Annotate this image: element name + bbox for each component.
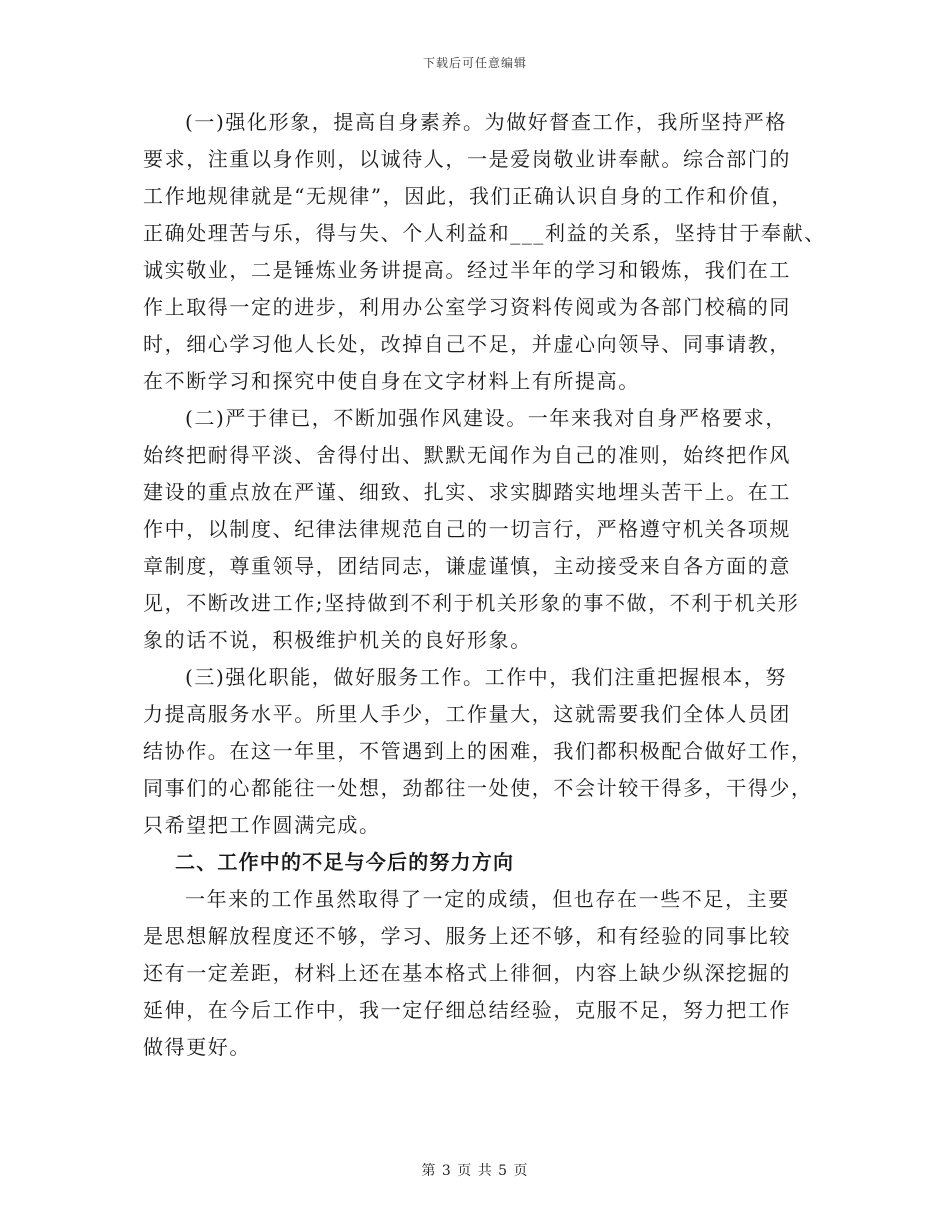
text-line: (二)严于律已，不断加强作风建设。一年来我对自身严格要求， [185, 406, 788, 430]
text-line: 是思想解放程度还不够，学习、服务上还不够，和有经验的同事比较 [143, 924, 791, 948]
text-line: 作上取得一定的进步，利用办公室学习资料传阅或为各部门校稿的同 [143, 295, 791, 319]
text-line: 章制度，尊重领导，团结同志，谦虚谨慎，主动接受来自各方面的意 [143, 554, 791, 578]
text-line: 见，不断改进工作;坚持做到不利于机关形象的事不做，不利于机关形 [143, 591, 800, 615]
text-line: 在不断学习和探究中使自身在文字材料上有所提高。 [143, 369, 640, 393]
text-line: 延伸，在今后工作中，我一定仔细总结经验，克服不足，努力把工作 [143, 998, 791, 1022]
text-line: 做得更好。 [143, 1035, 251, 1059]
text-line: 正确处理苦与乐，得与失、个人利益和___利益的关系，坚持甘于奉献、 [143, 221, 826, 245]
text-line: 力提高服务水平。所里人手少，工作量大，这就需要我们全体人员团 [143, 702, 791, 726]
text-line: 工作地规律就是“无规律”，因此，我们正确认识自身的工作和价值， [143, 184, 794, 208]
text-line: 象的话不说，积极维护机关的良好形象。 [143, 628, 532, 652]
text-line: 始终把耐得平淡、舍得付出、默默无闻作为自己的准则，始终把作风 [143, 443, 791, 467]
text-line: 结协作。在这一年里，不管遇到上的困难，我们都积极配合做好工作， [143, 739, 813, 763]
text-line: (一)强化形象，提高自身素养。为做好督查工作，我所坚持严格 [185, 110, 788, 134]
text-line: 时，细心学习他人长处，改掉自己不足，并虚心向领导、同事请教， [143, 332, 791, 356]
text-line: 要求，注重以身作则，以诚待人，一是爱岗敬业讲奉献。综合部门的 [143, 147, 791, 171]
text-line: 同事们的心都能往一处想，劲都往一处使，不会计较干得多，干得少， [143, 776, 813, 800]
page-number: 第 3 页 共 5 页 [421, 1163, 529, 1179]
text-line: 只希望把工作圆满完成。 [143, 813, 381, 837]
text-line: 诚实敬业，二是锤炼业务讲提高。经过半年的学习和锻炼，我们在工 [143, 258, 791, 282]
text-line: 一年来的工作虽然取得了一定的成绩，但也存在一些不足，主要 [185, 887, 790, 911]
header-note: 下载后可任意编辑 [422, 56, 527, 70]
text-line: 作中，以制度、纪律法律规范自己的一切言行，严格遵守机关各项规 [143, 517, 791, 541]
text-line: (三)强化职能，做好服务工作。工作中，我们注重把握根本，努 [185, 665, 788, 689]
text-line: 建设的重点放在严谨、细致、扎实、求实脚踏实地埋头苦干上。在工 [143, 480, 791, 504]
text-line: 还有一定差距，材料上还在基本格式上徘徊，内容上缺少纵深挖掘的 [143, 961, 791, 985]
section-heading: 二、工作中的不足与今后的努力方向 [175, 850, 515, 874]
document-body [143, 104, 826, 1066]
